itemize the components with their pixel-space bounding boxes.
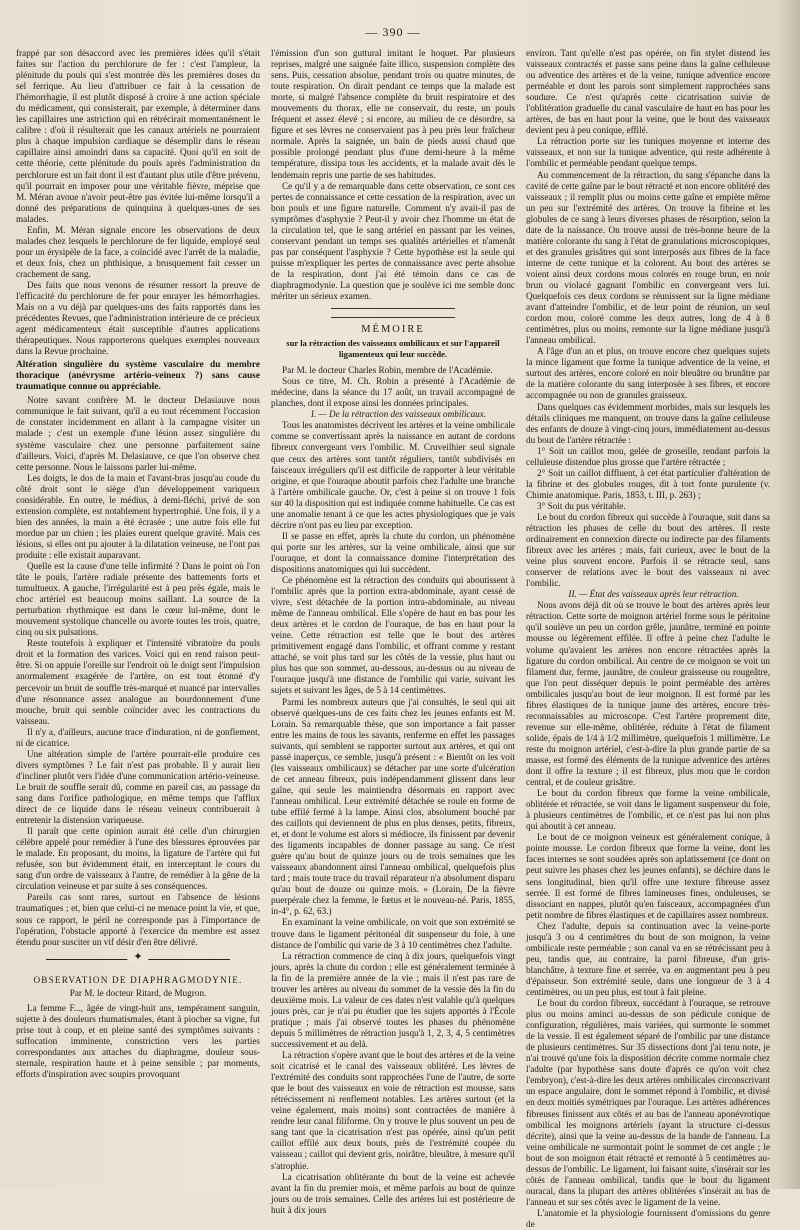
- section-heading: Altération singulière du système vasculaire du membre thoracique (anévrysme artério-veineux ?) sans cause traumatique connue ou appréciable.: [16, 360, 260, 393]
- subsection-heading: II. — État des vaisseaux après leur rétraction.: [568, 589, 739, 600]
- paragraph: Au commencement de la rétraction, du sang s'épanche dans la cavité de cette gaîne par le bout rétracté et non encore oblitéré des vaisseaux ; il remplit plus ou moins cette gaîne et empiète même un peu sur l'extrémité des artères. On trouve la fibrine et les globules de ce sang à leurs diverses phases de résorption, selon la date de la naissance. On trouve aussi de très-bonne heure de la matière colorante du sang à l'état de granulations microscopiques, et des granules grisâtres qui sont interposés aux fibres de la face interne de cette tunique et la colorent. Au bout des artères se voient ainsi deux cordons mous colorés en rouge brun, en noir brun ou violacé gagnant l'ombilic en convergeant vers lui. Quelquefois ces deux cordons se réunissent sur la ligne médiane avant d'atteindre l'ombilic, et de leur point de réunion, un seul cordon mou, coloré comme les deux autres, long de 4 à 8 centimètres, plus ou moins, remonte sur la ligne médiane jusqu'à l'anneau ombilical.: [526, 169, 770, 346]
- paragraph: 2° Soit un caillot diffluent, à cet état particulier d'altération de la fibrine et des globules rouges, dit à tort fonte purulente (v. Chimie anatomique. Paris, 1853, t. III, p. 263) ;: [526, 467, 770, 500]
- paragraph: Les doigts, le dos de la main et l'avant-bras jusqu'au coude du côté droit sont le siège d'un développement variqueux considérable. En outre, le médius, à demi-fléchi, privé de son extension complète, est notablement hypertrophié. Une fois, il y a bien des années, la main a été écrasée ; une autre fois elle fut mordue par un chien ; les plaies eurent quelque gravité. Mais ces lésions, si elles ont pu ajouter à la dilatation veineuse, ne l'ont pas produite : elle existait auparavant.: [16, 472, 260, 560]
- paragraph: L'anatomie et la physiologie fournissent d'omissions du genre de: [526, 1207, 770, 1229]
- column-middle: [271, 48, 515, 1215]
- paragraph: En examinant la veine ombilicale, on voit que son extrémité se trouve dans le ligament péritonéal dit suspenseur du foie, à une distance de l'ombilic qui varie de 3 à 10 centimètres chez l'adulte.: [271, 917, 515, 950]
- paragraph: Parmi les nombreux auteurs que j'ai consultés, le seul qui ait observé quelques-uns de ces faits chez les jeunes enfants est M. Lorain. Sa remarquable thèse, que son importance a fait passer entre les mains de tous les savants, renferme en effet les passages suivants, qui semblent se rapporter surtout aux artères, et qui ont passé inaperçus, ce semble, jusqu'à présent : « Bientôt on les voit (les vaisseaux ombilicaux) se détacher par une sorte d'ulcération de cet anneau fibreux, puis indépendamment glissent dans leur gaîne, qui seule les maintiendra désormais en rapport avec l'anneau ombilical. Leur extrémité détachée se roule en forme de tube effilé fermé à la lampe. Ainsi clos, absolument bouché par des caillots qui deviennent de plus en plus denses, petits, fibreux, et, et dont le volume est alors si médiocre, ils finissent par devenir des ligaments incapables de donner passage au sang. Ce n'est guère qu'au bout de quinze jours ou de trois semaines que les vaisseaux abandonnent ainsi l'anneau ombilical, quelquefois plus tard ; mais toute trace du travail réparateur n'a absolument disparu qu'au bout de douze ou quinze mois. » (Lorain, De la fièvre puerpérale chez la femme, le fœtus et le nouveau-né. Paris, 1855, in-4°, p. 62, 63.): [271, 696, 515, 917]
- column-right: [526, 48, 770, 1229]
- paragraph: Le bout du cordon fibreux qui succède à l'ouraque, suit dans sa rétraction les phases de celle du bout des artères. Il reste ordinairement en connexion directe ou indirecte par des filaments fibreux avec les artères ; mais, fait curieux, avec le bout de la veine plus souvent encore. Parfois il se rétracte seul, sans conserver de relations avec le bout des vaisseaux ni avec l'ombilic.: [526, 511, 770, 589]
- ornament-divider: [46, 953, 230, 967]
- paragraph: Chez l'adulte, depuis sa continuation avec la veine-porte jusqu'à 3 ou 4 centimètres du bout de son moignon, la veine ombilicale reste perméable ; son canal va en se rétrécissant peu à peu, tandis que, au contraire, la paroi fibreuse, d'un gris-blanchâtre, à texture fine et serrée, va en augmentant peu à peu d'épaisseur. Son extrémité seule, dans une longueur de 3 à 4 centimètres, ou un peu plus, est tout à fait pleine.: [526, 920, 770, 997]
- paragraph: 3° Soit du pus véritable.: [537, 500, 626, 511]
- paragraph: Enfin, M. Méran signale encore les observations de deux malades chez lesquels le perchlorure de fer liquide, employé seul pour un érysipèle de la face, a coïncidé avec l'arrêt de la maladie, et deux fois, chez un phthisique, a brusquement fait cesser un crachement de sang.: [16, 224, 260, 279]
- paragraph: La femme F..., âgée de vingt-huit ans, tempérament sanguin, sujette à des douleurs rhumatismales, étant à piocher sa vigne, fut prise tout à coup, et en pleine santé des symptômes suivants : suffocation imminente, constriction vers les parties correspondantes aux attaches du diaphragme, douleur sous-sternale, respiration haute et à peine sensible ; par moments, efforts d'inspiration avec soupirs provoquant: [16, 1002, 260, 1080]
- paragraph: frappé par son désaccord avec les premières idées qu'il s'était faites sur l'action du perchlorure de fer : c'est l'ampleur, la plénitude du pouls qui s'est montrée dès les premières doses du sel ferrique. Au lieu d'attribuer ce fait à la cessation de l'hémorrhagie, il est plutôt disposé à croire à une action spéciale du médicament, qui consisterait, par exemple, à déterminer dans les capillaires une astriction qui en rétrécirait momentanément le calibre : d'où il résulterait que les canaux artériels ne pourraient plus à chaque impulsion cardiaque se désemplir dans le réseau capillaire ainsi amoindri dans sa capacité. Quoi qu'il en soit de cette théorie, cette plénitude du pouls après l'administration du perchlorure est un fait dont il est d'autant plus utile d'être prévenu, qu'il pourrait en imposer pour une véritable fièvre, méprise que M. Méran avoue n'avoir peut-être pas évitée lui-même lorsqu'il a donné des préparations de quinquina à quelques-unes de ses malades.: [16, 48, 260, 224]
- paragraph: Dans quelques cas évidemment morbides, mais sur lesquels les détails cliniques me manquent, on trouve dans la gaîne celluleuse des enfants de douze à vingt-cinq jours, immédiatement au-dessus du bout de l'artère rétractée :: [526, 401, 770, 445]
- observation-title: OBSERVATION DE DIAPHRAGMODYNIE.: [33, 974, 243, 985]
- paragraph: A l'âge d'un an et plus, on trouve encore chez quelques sujets la mince ligament que forme la tunique adventice de la veine, et surtout des artères, encore coloré en noir bleuâtre ou brunâtre par de la matière colorante du sang interposée à ses fibres, et encore accompagnée ou non de granules graisseux.: [526, 346, 770, 401]
- double-rule-divider: [331, 308, 455, 318]
- paragraph: Notre savant confrère M. le docteur Delasiauve nous communique le fait suivant, qu'il a eu tout récemment l'occasion de constater incidemment en allant à la campagne visiter un malade ; c'est un exemple d'une lésion assez singulière du système vasculaire chez une personne parfaitement saine d'ailleurs. Voici, d'après M. Delasiauve, ce que l'on observe chez cette personne. Nous le laissons parler lui-même.: [16, 395, 260, 472]
- paragraph: Le bout du cordon fibreux, succédant à l'ouraque, se retrouve plus ou moins aminci au-dessus de son pédicule conique de configuration, régulières, mais variées, qui surmonte le sommet de la vessie. Il est également séparé de l'ombilic par une distance de plusieurs centimètres. Sur 35 dissections dont j'ai tenu note, je n'ai trouvé qu'une fois la disposition décrite comme normale chez l'adulte (par hypothèse sans doute d'après ce qu'on voit chez l'embryon), c'est-à-dire les deux artères ombilicales circonscrivant un espace angulaire, dont le sommet répond à l'ombilic, et divisé en deux moitiés symétriques par l'ouraque. Les artères adhérences fibreuses finissent aux côtés et au bas de l'anneau aponévrotique ombilical les moignons artériels (ayant la structure ci-dessus décrite), ainsi que la veine au-dessus de la bande de l'anneau. La veine ombilicale ne surmontait point le sommet de cet angle ; le bout de son moignon était rétracté et remonté à 5 centimètres au-dessus de l'ombilic. Le ligament, lui faisant suite, s'insérait sur les côtés de l'anneau ombilical, tandis que le bout du ligament ouracal, dans la plupart des artères oblitérées s'insérait au bas de l'anneau et sur ses côtés avec le ligament de la veine.: [526, 998, 770, 1207]
- paragraph: Quelle est la cause d'une telle infirmité ? Dans le point où l'on tâte le pouls, l'artère radiale présente des battements forts et tumultueux. A gauche, l'irrégularité est à peu près égale, mais le choc artériel est beaucoup moins saillant. La source de la perturbation rhythmique est dans le cœur lui-même, dont le mouvement systolique chancelle ou avorte toutes les trois, quatre, cinq ou six pulsations.: [16, 561, 260, 638]
- text-columns: [16, 48, 770, 1229]
- paragraph: l'émission d'un son guttural imitant le hoquet. Par plusieurs reprises, malgré une saignée faite illico, suspension complète des sens. Puis, cessation absolue, pendant trois ou quatre minutes, de toute respiration. On dirait pendant ce temps que la malade est morte, si malgré l'absence complète du bruit respiratoire et des mouvements du thorax, elle ne conservait, du reste, un pouls fréquent et assez élevé ; si encore, au milieu de ce désordre, sa figure et ses lèvres ne conservaient pas à peu près leur fraîcheur normale. Après la saignée, un bain de pieds aussi chaud que possible prolongé pendant plus d'une demi-heure à la même température, dissipa tous les accidents, et la malade avait dès le lendemain repris une partie de ses habitudes.: [271, 48, 515, 180]
- paragraph: Ce phénomène est la rétraction des conduits qui aboutissent à l'ombilic après que la portion extra-abdominale, ayant cessé de vivre, s'est détachée de la portion intra-abdominale, au niveau même de l'anneau ombilical. Elle s'opère de haut en bas pour les deux artères et le cordon de l'ouraque, de bas en haut pour la veine. Cette rétraction est telle que le bout des artères primitivement engagé dans l'ombilic, et offrant comme y restant attaché, se voit plus tard sur les côtés de la vessie, plus haut ou plus bas que son sommet, au-dessous, au-dessus ou au niveau de l'ouraque jusqu'à une distance de l'ombilic qui varie, suivant les sujets et suivant les âges, de 5 à 14 centimètres.: [271, 575, 515, 696]
- paragraph: La rétraction porte sur les tuniques moyenne et interne des vaisseaux, et non sur la tunique adventice, qui reste adhérente à l'ombilic et perméable pendant quelque temps.: [526, 136, 770, 169]
- paragraph: Il n'y a, d'ailleurs, aucune trace d'induration, ni de gonflement, ni de cicatrice.: [16, 726, 260, 748]
- paragraph: Il paraît que cette opinion aurait été celle d'un chirurgien célèbre appelé pour remédier à l'une des blessures éprouvées par le malade. En proposant, du moins, la ligature de l'artère qui fut refusée, son but évidemment était, en interceptant le cours du sang d'un ordre de vaisseaux à l'autre, de remédier à la gêne de la circulation veineuse et par suite à ses conséquences.: [16, 826, 260, 892]
- paragraph: environ. Tant qu'elle n'est pas opérée, on fin stylet distend les vaisseaux contractés et passe sans peine dans la gaîne celluleuse ou adventice des artères et de la veine, tunique adventice encore perméable et dont les parois sont simplement rapprochées sans soudure. Ce n'est qu'après cette cicatrisation suivie de l'oblitération graduelle du canal vasculaire de haut en bas pour les artères, de bas en haut pour la veine, que le bout des vaisseaux devient peu à peu conique, effilé.: [526, 48, 770, 136]
- page-edge-shadow: [778, 0, 800, 1189]
- paragraph: Tous les anatomistes décrivent les artères et la veine ombilicale comme se convertissant après la naissance en autant de cordons fibreux convergeant vers l'ombilic. M. Cruveilhier seul signale que ceux des artères sont tantôt réguliers, tantôt subdivisés en faisceaux irréguliers qu'il est difficile de rapporter à leur véritable origine, et que l'ouraque aboutit parfois chez l'adulte une branche à l'artère ombilicale gauche. Or, c'est à peine si on trouve 1 fois sur 40 la disposition qui est indiquée comme habituelle. Ce cas est une anomalie tenant à ce que les actes physiologiques que je vais décrire n'ont pas eu lieu par exception.: [271, 420, 515, 530]
- paragraph: 1° Soit un caillot mou, gelée de groseille, rendant parfois la celluleuse distendue plus grosse que l'artère rétractée ;: [526, 445, 770, 467]
- memoire-title: MÉMOIRE: [361, 324, 425, 336]
- paragraph: Des faits que nous venons de résumer ressort la preuve de l'efficacité du perchlorure de fer pour enrayer les hémorrhagies. Mais on a vu déjà par quelques-uns des faits rapportés dans les précédentes Revues, que l'administration intérieure de ce précieux agent médicamenteux était susceptible d'autres applications thérapeutiques. Nous rapporterons quelques exemples nouveaux dans la Revue prochaine.: [16, 279, 260, 357]
- subsection-heading: I. — De la rétraction des vaisseaux ombilicaux.: [310, 409, 487, 420]
- memoire-author: Par M. le docteur Charles Robin, membre de l'Académie.: [282, 365, 493, 376]
- paragraph: Le bout du cordon fibreux que forme la veine ombilicale, oblitérée et rétractée, se voit dans le ligament suspenseur du foie, à plusieurs centimètres de l'ombilic, et ce n'est pas lui non plus qui aboutit à cet anneau.: [526, 788, 770, 832]
- paragraph: Sous ce titre, M. Ch. Robin a présenté à l'Académie de médecine, dans la séance du 17 août, un travail accompagné de planches, dont il expose ainsi les données principales.: [271, 376, 515, 409]
- paragraph: Une altération simple de l'artère pourrait-elle produire ces divers symptômes ? Le fait n'est pas probable. Il y aurait lieu d'incliner plutôt vers l'idée d'une communication artério-veineuse. Le bruit de souffle serait dû, comme en pareil cas, au passage du sang dans l'orifice pathologique, en même temps que l'afflux direct de ce liquide dans le réseau veineux contribuerait à entretenir la distension variqueuse.: [16, 748, 260, 826]
- paragraph: Pareils cas sont rares, surtout en l'absence de lésions traumatiques ; et, bien que celui-ci ne menace point la vie, et que, sous ce rapport, le péril ne corresponde pas à l'importance de l'opération, l'obstacle apporté à l'exercice du membre est assez étendu pour susciter un vif désir d'en être délivré.: [16, 892, 260, 947]
- paragraph: Il se passe en effet, après la chute du cordon, un phénomène qui porte sur les artères, sur la veine ombilicale, ainsi que sur l'ouraque, et dont la connaissance domine l'interprétation des dispositions anatomiques qui lui succèdent.: [271, 530, 515, 574]
- paragraph: Le bout de ce moignon veineux est généralement conique, à pointe mousse. Le cordon fibreux que forme la veine, dont les faces internes se sont soudées après son aplatissement (ce dont on peut suivre les phases chez les jeunes enfants), se déchire dans le sens longitudinal, bien qu'il offre une texture fibreuse assez serrée. Il est formé de fibres lamineuses fines, onduleuses, se dissociant en nappes, plutôt qu'en faisceaux, accompagnées d'un petit nombre de fibres élastiques et de capillaires assez nombreux.: [526, 832, 770, 920]
- paragraph: Nous avons déjà dit où se trouve le bout des artères après leur rétraction. Cette sorte de moignon artériel forme sous le péritoine qu'il soulève un peu un cordon grêle, jaunâtre, terminé en pointe mousse ou légèrement effilée. Il offre à peine chez l'adulte le volume qu'avaient les artères non encore rétractées après la ligature du cordon ombilical. Au centre de ce moignon se voit un filament dur, ferme, jaunâtre, de couleur graisseuse ou rougeâtre, que l'on peut disséquer depuis le point perméable des artères ombilicales jusqu'au bout de leur moignon. Il est formé par les fibres élastiques de la tunique jaune des artères, encore très-reconnaissables au microscope. C'est l'artère proprement dite, revenue sur elle-même, oblitérée, réduite à l'état de filament solide, épais de 1/4 à 1/2 millimètre, quelquefois 1 millimètre. Le reste du moignon artériel, c'est-à-dire la plus grande partie de sa masse, est formé des éléments de la tunique adventice des artères dont il offre la texture ; il est fibreux, plus mou que le cordon central, et de couleur grisâtre.: [526, 600, 770, 788]
- observation-author: Par M. le docteur Ritard, de Mugron.: [69, 987, 207, 998]
- column-left: [16, 48, 260, 1183]
- page-number: — 390 —: [365, 25, 421, 39]
- paragraph: La cicatrisation oblitérante du bout de la veine est achevée avant la fin du premier mois, et même parfois au bout de quinze jours ou de trois semaines. Celle des artères lui est postérieure de huit à dix jours: [271, 1171, 515, 1215]
- paragraph: Ce qu'il y a de remarquable dans cette observation, ce sont ces pertes de connaissance et cette cessation de la respiration, avec un bon pouls et une figure naturelle. Comment n'y avait-il pas de symptômes d'asphyxie ? Peut-il y avoir chez l'homme un état de la circulation tel, que le sang artériel en passant par les veines, conservant pendant un temps ses qualités artérielles et n'amenât pas par conséquent l'asphyxie ? Cette hypothèse est la seule qui puisse m'expliquer les pertes de connaissance avec perte absolue de la respiration, dont j'ai été témoin dans ce cas de diaphragmodynie. La question que je soulève ici me semble donc mériter un sérieux examen.: [271, 180, 515, 302]
- paragraph: La rétraction commence de cinq à dix jours, quelquefois vingt jours, après la chute du cordon ; elle est généralement terminée à la fin de la première année de la vie ; mais il n'est pas rare de trouver les artères au niveau du sommet de la vessie dès la fin du deuxième mois. La valeur de ces dates n'est valable qu'à quelques jours près, car je n'ai pu étudier que les sujets apportés à l'École pratique ; mais j'ai observé toutes les phases du phénomène depuis 5 millimètres de rétraction jusqu'à 1, 2, 3, 4, 5 centimètres successivement et au delà.: [271, 950, 515, 1049]
- memoire-subtitle: sur la rétraction des vaisseaux ombilicaux et sur l'appareil ligamenteux qui leur succède.: [286, 338, 500, 359]
- paragraph: Reste toutefois à expliquer et l'intensité vibratoire du pouls droit et la formation des varices. Voici qui en rend raison peut-être. Si on appuie l'oreille sur l'endroit où le doigt sent l'impulsion anormalement exagérée de l'artère, on est tout étonné d'y percevoir un bruit de souffle très-marqué et nuancé par intervalles d'une résonnance assez analogue au bourdonnement d'une mouche, bruit qui semble coïncider avec les contractions du vaisseau.: [16, 638, 260, 726]
- paragraph: La rétraction s'opère avant que le bout des artères et de la veine soit cicatrisé et le canal des vaisseaux oblitéré. Les lèvres de l'extrémité des conduits sont rapprochées l'une de l'autre, de sorte que le bout des vaisseaux en voie de rétraction est mousse, sans rétrécissement ni renflement notables. Les artères surtout (et la veine également, mais moins) sont contractées de manière à rendre leur canal filiforme. On y trouve le plus souvent un peu de sang tant que la cicatrisation n'est pas opérée, ainsi qu'un petit caillot effilé aux deux bouts, près de l'extrémité coupée du vaisseau ; caillot qui devient gris, noirâtre, bleuâtre, à mesure qu'il s'atrophie.: [271, 1050, 515, 1171]
